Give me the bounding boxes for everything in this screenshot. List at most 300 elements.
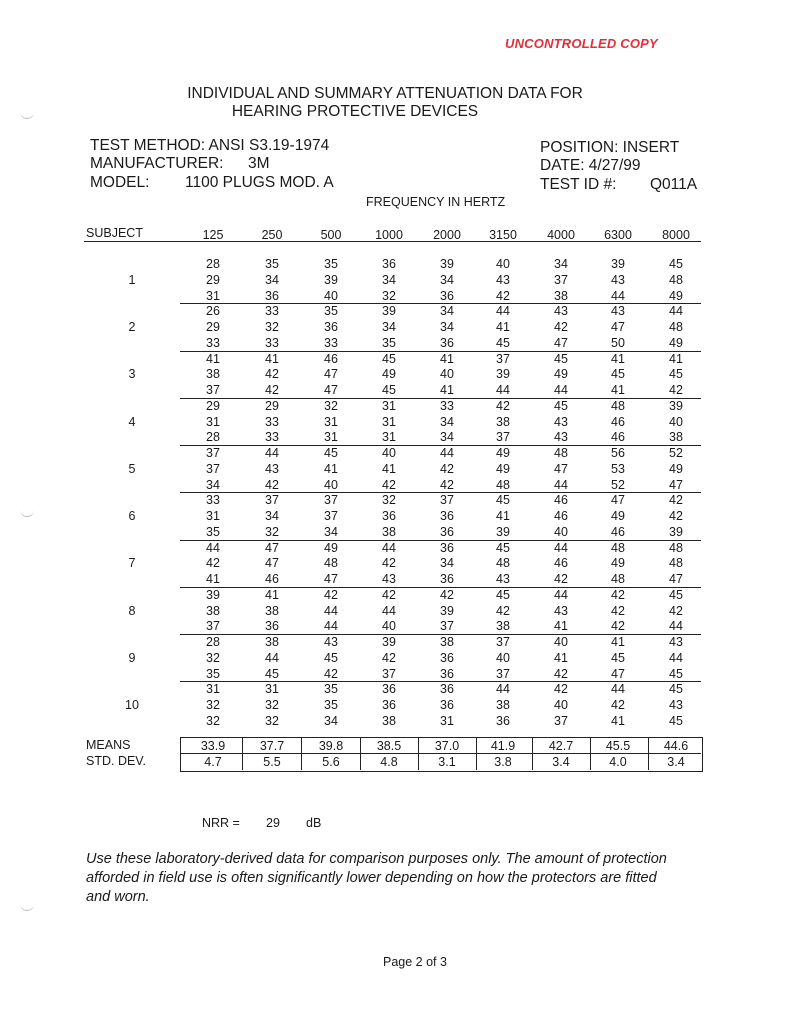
data-cell: 46	[554, 509, 568, 523]
summary-column-rule	[476, 737, 477, 770]
data-cell: 44	[611, 682, 625, 697]
uncontrolled-copy-stamp: UNCONTROLLED COPY	[505, 36, 658, 51]
data-cell: 35	[206, 666, 220, 681]
data-cell: 38	[265, 635, 279, 649]
std-dev-label: STD. DEV.	[86, 754, 146, 768]
data-cell: 49	[324, 540, 338, 555]
data-cell: 48	[496, 556, 510, 571]
data-cell: 49	[611, 556, 625, 571]
data-cell: 43	[554, 304, 568, 319]
data-cell: 35	[324, 698, 338, 712]
data-cell: 38	[382, 524, 396, 539]
data-cell: 31	[206, 509, 220, 523]
summary-column-rule	[532, 737, 533, 770]
data-cell: 36	[440, 335, 454, 350]
data-cell: 33	[324, 335, 338, 350]
data-cell: 56	[611, 446, 625, 460]
data-cell: 34	[206, 477, 220, 492]
nrr-unit: dB	[306, 816, 322, 830]
means-label: MEANS	[86, 738, 131, 752]
data-cell: 48	[669, 320, 683, 334]
test-id-value: Q011A	[650, 176, 698, 193]
data-cell: 47	[669, 572, 683, 586]
data-cell: 43	[669, 635, 683, 649]
data-cell: 42	[554, 666, 568, 681]
data-cell: 50	[611, 335, 625, 350]
data-cell: 44	[554, 383, 568, 397]
std-dev-value: 3.4	[552, 755, 570, 769]
data-cell: 45	[611, 650, 625, 665]
data-cell: 40	[324, 477, 338, 492]
data-cell: 44	[324, 603, 338, 618]
data-cell: 33	[206, 493, 220, 508]
model-value: 1100 PLUGS MOD. A	[185, 174, 334, 191]
data-cell: 43	[554, 603, 568, 618]
data-cell: 47	[554, 461, 568, 476]
test-date: DATE: 4/27/99	[540, 157, 641, 174]
data-cell: 29	[206, 320, 220, 334]
data-cell: 33	[265, 414, 279, 429]
mean-value: 41.9	[490, 739, 516, 753]
data-cell: 38	[496, 619, 510, 634]
data-cell: 47	[265, 540, 279, 555]
subject-label: 7	[128, 556, 136, 571]
data-cell: 45	[669, 713, 683, 728]
data-cell: 34	[382, 272, 396, 287]
data-cell: 41	[611, 351, 625, 366]
data-cell: 34	[440, 304, 454, 319]
data-cell: 37	[554, 713, 568, 728]
data-cell: 37	[324, 509, 338, 523]
data-cell: 45	[554, 351, 568, 366]
data-cell: 43	[669, 698, 683, 712]
test-id-label: TEST ID #:	[540, 176, 617, 193]
data-cell: 46	[611, 414, 625, 429]
header-rule	[84, 241, 701, 242]
data-cell: 48	[669, 540, 683, 555]
data-cell: 36	[440, 650, 454, 665]
data-cell: 49	[554, 367, 568, 382]
data-cell: 42	[496, 398, 510, 413]
subject-label: 2	[128, 320, 136, 334]
frequency-label: 8000	[662, 228, 690, 242]
data-cell: 44	[554, 540, 568, 555]
data-cell: 44	[496, 383, 510, 397]
data-cell: 40	[324, 288, 338, 303]
data-cell: 42	[265, 477, 279, 492]
summary-column-rule	[648, 737, 649, 770]
data-cell: 35	[382, 335, 396, 350]
data-cell: 44	[669, 650, 683, 665]
data-cell: 47	[265, 556, 279, 571]
data-cell: 42	[265, 383, 279, 397]
mean-value: 33.9	[200, 739, 226, 753]
data-cell: 33	[440, 398, 454, 413]
data-cell: 42	[206, 556, 220, 571]
data-cell: 44	[496, 682, 510, 697]
data-cell: 29	[206, 398, 220, 413]
data-cell: 39	[440, 603, 454, 618]
data-cell: 49	[496, 461, 510, 476]
data-cell: 42	[382, 556, 396, 571]
data-cell: 34	[440, 414, 454, 429]
data-cell: 41	[554, 650, 568, 665]
data-cell: 37	[440, 619, 454, 634]
page-number: Page 2 of 3	[383, 955, 447, 969]
data-cell: 39	[382, 635, 396, 649]
data-cell: 42	[440, 587, 454, 602]
data-cell: 32	[324, 398, 338, 413]
data-cell: 45	[669, 257, 683, 271]
data-cell: 52	[611, 477, 625, 492]
data-cell: 41	[496, 509, 510, 523]
mean-value: 42.7	[548, 739, 574, 753]
data-cell: 42	[611, 619, 625, 634]
data-cell: 42	[382, 477, 396, 492]
data-cell: 37	[206, 446, 220, 460]
data-cell: 47	[611, 493, 625, 508]
data-cell: 47	[554, 335, 568, 350]
subject-label: 6	[128, 509, 136, 523]
data-cell: 42	[669, 603, 683, 618]
std-dev-value: 3.8	[494, 755, 512, 769]
data-cell: 49	[669, 288, 683, 303]
data-cell: 39	[669, 524, 683, 539]
test-method: TEST METHOD: ANSI S3.19-1974	[90, 137, 330, 154]
data-cell: 48	[554, 446, 568, 460]
data-cell: 34	[382, 320, 396, 334]
data-cell: 36	[440, 698, 454, 712]
data-cell: 48	[611, 398, 625, 413]
data-cell: 39	[382, 304, 396, 319]
data-cell: 34	[440, 272, 454, 287]
data-cell: 36	[440, 666, 454, 681]
std-dev-value: 5.5	[263, 755, 281, 769]
data-cell: 40	[496, 650, 510, 665]
data-cell: 35	[265, 257, 279, 271]
subject-label: 9	[128, 650, 136, 665]
data-cell: 40	[496, 257, 510, 271]
data-cell: 46	[554, 493, 568, 508]
data-cell: 38	[669, 430, 683, 445]
subject-header: SUBJECT	[86, 226, 143, 240]
data-cell: 31	[382, 398, 396, 413]
data-cell: 36	[440, 682, 454, 697]
data-cell: 37	[206, 619, 220, 634]
data-cell: 48	[669, 556, 683, 571]
data-cell: 28	[206, 635, 220, 649]
data-cell: 40	[669, 414, 683, 429]
nrr-label: NRR =	[202, 816, 240, 830]
data-cell: 43	[611, 272, 625, 287]
data-cell: 42	[382, 587, 396, 602]
data-cell: 38	[265, 603, 279, 618]
data-cell: 28	[206, 430, 220, 445]
subject-label: 1	[128, 272, 136, 287]
data-cell: 36	[440, 524, 454, 539]
data-cell: 45	[324, 446, 338, 460]
data-cell: 32	[265, 320, 279, 334]
std-dev-value: 4.8	[380, 755, 398, 769]
frequency-label: 2000	[433, 228, 461, 242]
data-cell: 32	[206, 650, 220, 665]
data-cell: 39	[496, 367, 510, 382]
summary-column-rule	[242, 737, 243, 770]
manufacturer-label: MANUFACTURER:	[90, 155, 224, 172]
data-cell: 36	[440, 509, 454, 523]
std-dev-value: 4.7	[204, 755, 222, 769]
data-cell: 49	[669, 335, 683, 350]
data-cell: 42	[669, 509, 683, 523]
mean-value: 37.0	[434, 739, 460, 753]
subject-label: 5	[128, 461, 136, 476]
data-cell: 36	[265, 288, 279, 303]
frequency-label: 3150	[489, 228, 517, 242]
data-cell: 36	[382, 257, 396, 271]
data-cell: 40	[440, 367, 454, 382]
data-cell: 37	[265, 493, 279, 508]
data-cell: 42	[669, 493, 683, 508]
data-cell: 44	[554, 587, 568, 602]
data-cell: 40	[382, 446, 396, 460]
data-cell: 47	[324, 367, 338, 382]
std-dev-value: 3.4	[667, 755, 685, 769]
data-cell: 43	[382, 572, 396, 586]
data-cell: 38	[206, 367, 220, 382]
data-cell: 45	[382, 351, 396, 366]
data-cell: 45	[611, 367, 625, 382]
data-cell: 40	[382, 619, 396, 634]
data-cell: 41	[324, 461, 338, 476]
data-cell: 52	[669, 446, 683, 460]
document-title-line1: INDIVIDUAL AND SUMMARY ATTENUATION DATA FOR	[187, 85, 583, 102]
summary-column-rule	[418, 737, 419, 770]
data-cell: 39	[206, 587, 220, 602]
data-cell: 37	[206, 461, 220, 476]
data-cell: 37	[554, 272, 568, 287]
data-cell: 37	[206, 383, 220, 397]
data-cell: 41	[206, 572, 220, 586]
data-cell: 41	[206, 351, 220, 366]
data-cell: 41	[265, 587, 279, 602]
data-cell: 47	[324, 383, 338, 397]
data-cell: 46	[324, 351, 338, 366]
data-cell: 38	[206, 603, 220, 618]
summary-column-rule	[360, 737, 361, 770]
data-cell: 43	[554, 430, 568, 445]
data-cell: 44	[611, 288, 625, 303]
data-cell: 42	[554, 320, 568, 334]
data-cell: 42	[265, 367, 279, 382]
data-cell: 45	[669, 587, 683, 602]
data-cell: 42	[496, 603, 510, 618]
data-cell: 34	[265, 509, 279, 523]
data-cell: 35	[206, 524, 220, 539]
data-cell: 43	[611, 304, 625, 319]
data-cell: 48	[611, 540, 625, 555]
data-cell: 37	[496, 351, 510, 366]
data-cell: 33	[265, 430, 279, 445]
data-cell: 34	[440, 320, 454, 334]
data-cell: 41	[440, 383, 454, 397]
frequency-label: 125	[202, 228, 224, 242]
data-cell: 34	[265, 272, 279, 287]
data-cell: 49	[669, 461, 683, 476]
data-cell: 29	[206, 272, 220, 287]
data-cell: 42	[324, 587, 338, 602]
data-cell: 48	[496, 477, 510, 492]
data-cell: 31	[206, 682, 220, 697]
data-cell: 45	[669, 682, 683, 697]
data-cell: 37	[496, 635, 510, 649]
manufacturer-value: 3M	[248, 155, 270, 172]
data-cell: 31	[324, 414, 338, 429]
data-cell: 36	[265, 619, 279, 634]
data-cell: 32	[206, 713, 220, 728]
data-cell: 34	[324, 713, 338, 728]
data-cell: 41	[382, 461, 396, 476]
data-cell: 31	[324, 430, 338, 445]
data-cell: 28	[206, 257, 220, 271]
data-cell: 33	[265, 335, 279, 350]
data-cell: 32	[265, 713, 279, 728]
data-cell: 45	[324, 650, 338, 665]
std-dev-value: 4.0	[609, 755, 627, 769]
data-cell: 44	[382, 540, 396, 555]
frequency-label: 1000	[375, 228, 403, 242]
data-cell: 43	[496, 572, 510, 586]
summary-column-rule	[590, 737, 591, 770]
subject-label: 4	[128, 414, 136, 429]
data-cell: 42	[611, 587, 625, 602]
data-cell: 37	[440, 493, 454, 508]
data-cell: 38	[496, 414, 510, 429]
data-cell: 44	[382, 603, 396, 618]
data-cell: 44	[440, 446, 454, 460]
data-cell: 45	[265, 666, 279, 681]
data-cell: 33	[206, 335, 220, 350]
data-cell: 38	[382, 713, 396, 728]
data-cell: 31	[382, 414, 396, 429]
data-cell: 42	[611, 698, 625, 712]
data-cell: 39	[496, 524, 510, 539]
data-cell: 41	[440, 351, 454, 366]
frequency-label: 6300	[604, 228, 632, 242]
data-cell: 29	[265, 398, 279, 413]
data-cell: 34	[554, 257, 568, 271]
data-cell: 49	[382, 367, 396, 382]
data-cell: 42	[382, 650, 396, 665]
data-cell: 41	[554, 619, 568, 634]
data-cell: 36	[382, 509, 396, 523]
data-cell: 53	[611, 461, 625, 476]
data-cell: 43	[265, 461, 279, 476]
data-cell: 37	[496, 666, 510, 681]
data-cell: 41	[611, 713, 625, 728]
data-cell: 31	[382, 430, 396, 445]
data-cell: 44	[206, 540, 220, 555]
data-cell: 46	[265, 572, 279, 586]
data-cell: 32	[382, 288, 396, 303]
data-cell: 45	[382, 383, 396, 397]
data-cell: 42	[554, 682, 568, 697]
data-cell: 26	[206, 304, 220, 319]
data-cell: 38	[440, 635, 454, 649]
frequency-label: 4000	[547, 228, 575, 242]
data-cell: 31	[206, 288, 220, 303]
summary-column-rule	[301, 737, 302, 770]
data-cell: 44	[265, 446, 279, 460]
data-cell: 37	[382, 666, 396, 681]
data-cell: 44	[265, 650, 279, 665]
data-cell: 39	[611, 257, 625, 271]
data-cell: 44	[554, 477, 568, 492]
disclaimer-note: Use these laboratory-derived data for comparison purposes only. The amount of protection afforded in field use is often significantly lower depending on how the protectors are fitted and worn.	[86, 851, 667, 905]
data-cell: 45	[669, 367, 683, 382]
data-cell: 44	[496, 304, 510, 319]
data-cell: 49	[611, 509, 625, 523]
data-cell: 46	[611, 524, 625, 539]
data-cell: 36	[440, 288, 454, 303]
data-cell: 41	[611, 383, 625, 397]
mean-value: 45.5	[605, 739, 631, 753]
data-cell: 40	[554, 698, 568, 712]
data-cell: 45	[496, 493, 510, 508]
data-cell: 41	[611, 635, 625, 649]
data-cell: 32	[265, 698, 279, 712]
data-cell: 41	[669, 351, 683, 366]
data-cell: 31	[265, 682, 279, 697]
data-cell: 35	[324, 682, 338, 697]
document-title-line2: HEARING PROTECTIVE DEVICES	[231, 103, 479, 120]
data-cell: 42	[440, 461, 454, 476]
data-cell: 45	[496, 335, 510, 350]
data-cell: 44	[669, 619, 683, 634]
data-cell: 47	[324, 572, 338, 586]
data-cell: 42	[554, 572, 568, 586]
subject-label: 8	[128, 603, 136, 618]
data-cell: 41	[265, 351, 279, 366]
data-cell: 48	[611, 572, 625, 586]
data-cell: 45	[496, 540, 510, 555]
data-cell: 42	[669, 383, 683, 397]
std-dev-value: 5.6	[322, 755, 340, 769]
data-cell: 43	[554, 414, 568, 429]
data-cell: 47	[611, 320, 625, 334]
data-cell: 36	[440, 572, 454, 586]
model-label: MODEL:	[90, 174, 150, 191]
frequency-label: 250	[261, 228, 283, 242]
data-cell: 44	[669, 304, 683, 319]
data-cell: 36	[324, 320, 338, 334]
data-cell: 46	[554, 556, 568, 571]
data-cell: 38	[554, 288, 568, 303]
frequency-label: 500	[320, 228, 342, 242]
data-cell: 36	[440, 540, 454, 555]
data-cell: 36	[382, 698, 396, 712]
frequency-header: FREQUENCY IN HERTZ	[366, 195, 506, 209]
data-cell: 33	[265, 304, 279, 319]
binder-hole-mark	[20, 902, 34, 911]
data-cell: 32	[206, 698, 220, 712]
data-cell: 47	[669, 477, 683, 492]
nrr-value: 29	[266, 816, 280, 830]
data-cell: 42	[611, 603, 625, 618]
data-cell: 46	[611, 430, 625, 445]
data-cell: 45	[554, 398, 568, 413]
data-cell: 34	[440, 430, 454, 445]
data-cell: 32	[382, 493, 396, 508]
